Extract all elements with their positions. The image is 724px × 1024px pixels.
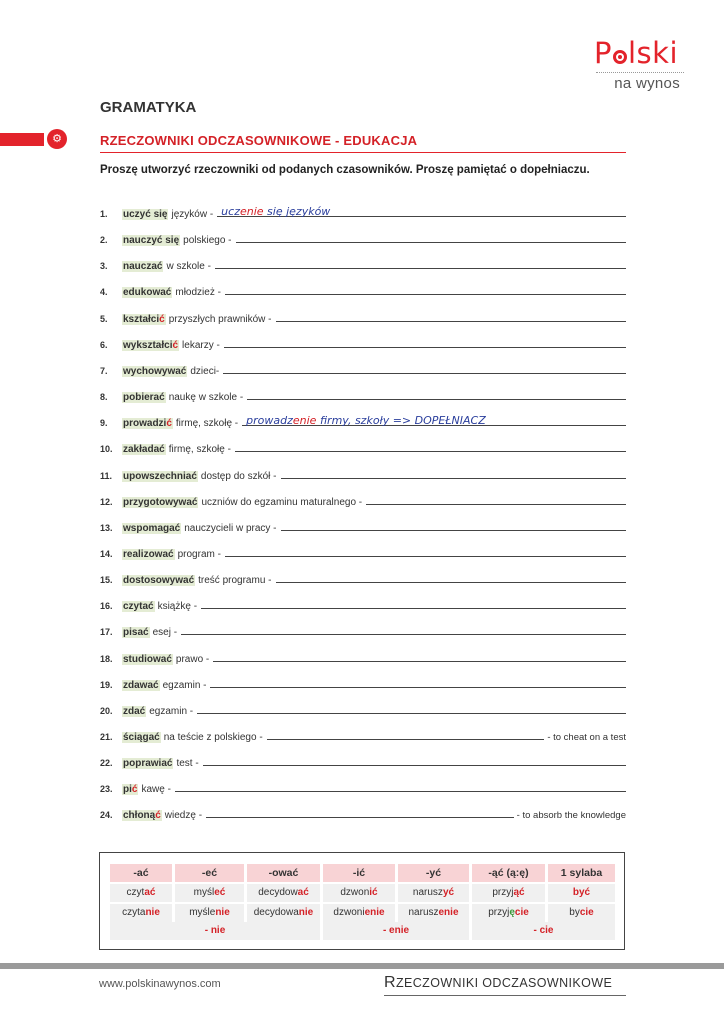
- exercise-verb: pisać: [123, 627, 149, 639]
- exercise-verb: zdawać: [123, 679, 159, 691]
- table-noun-part: myśle: [189, 907, 216, 918]
- exercise-context: prawo -: [175, 653, 210, 665]
- exercise-verb-ending: ć: [159, 313, 165, 325]
- exercise-verb: przygotowywać: [123, 496, 198, 508]
- table-verb-part: być: [572, 887, 591, 898]
- exercise-verb: zdać: [123, 705, 146, 717]
- exercise-context: firmę, szkołę -: [175, 418, 239, 430]
- table-noun-part: cie: [514, 907, 529, 918]
- exercise-verb: uczyć się: [123, 209, 168, 220]
- exercise-context: uczniów do egzaminu maturalnego -: [201, 496, 363, 508]
- section-title: RZECZOWNIKI ODCZASOWNIKOWE - EDUKACJA: [100, 133, 418, 148]
- logo-word: [594, 38, 686, 68]
- table-noun-part: ę: [509, 907, 515, 918]
- exercise-context: młodzież -: [175, 287, 221, 299]
- logo: [594, 38, 686, 92]
- logo-letters: lski: [628, 36, 679, 70]
- english-gloss: - to absorb the knowledge: [516, 810, 626, 822]
- table-header-cell: -ać: [110, 864, 172, 882]
- exercise-verb: zakładać: [123, 444, 165, 456]
- answer-field[interactable]: [201, 594, 626, 609]
- exercise-row: [100, 437, 626, 455]
- exercise-row: [100, 699, 626, 717]
- table-verb-cell: [323, 884, 395, 902]
- table-verb-cell: [175, 884, 244, 902]
- exercise-context: lekarzy -: [182, 339, 220, 351]
- table-header-cell: -yć: [398, 864, 469, 882]
- logo-subtitle: na wynos: [614, 75, 680, 92]
- answer-field[interactable]: [210, 673, 626, 688]
- table-verb-part: ąć: [513, 887, 525, 898]
- exercise-verb-stem: pi: [123, 784, 132, 796]
- logo-letter-p: P: [594, 36, 612, 70]
- exercise-verb: dostosowywać: [123, 575, 195, 587]
- exercise-number: 3.: [100, 261, 108, 272]
- footer-title: [384, 974, 612, 992]
- exercise-verb: pobierać: [123, 392, 165, 404]
- exercise-context: wiedzę -: [164, 810, 203, 822]
- answer-field[interactable]: [267, 725, 545, 740]
- answer-field[interactable]: [203, 751, 626, 766]
- answer-field[interactable]: [215, 254, 626, 269]
- exercise-verb-stem: kształci: [123, 313, 160, 325]
- table-suffix-cell: - nie: [110, 922, 320, 940]
- table-noun-cell: [247, 904, 320, 922]
- table-suffix-cell: - cie: [472, 922, 615, 940]
- exercise-number: 4.: [100, 287, 108, 298]
- answer-field[interactable]: [181, 620, 626, 635]
- exercise-verb: edukować: [123, 287, 172, 299]
- footer-url[interactable]: www.polskinawynos.com: [99, 978, 221, 990]
- answer-field[interactable]: [225, 542, 626, 557]
- exercise-row: [100, 411, 626, 429]
- exercise-row: [100, 673, 626, 691]
- exercise-number: 18.: [100, 653, 113, 664]
- exercise-verb-ending: ć: [166, 418, 172, 430]
- exercise-number: 15.: [100, 575, 113, 586]
- table-verb-part: narusz: [412, 887, 443, 898]
- exercise-number: 5.: [100, 313, 108, 324]
- exercise-number: 10.: [100, 444, 113, 455]
- exercise-row: [100, 385, 626, 403]
- exercise-number: 8.: [100, 392, 108, 403]
- exercise-verb: czytać: [123, 601, 154, 613]
- exercise-number: 13.: [100, 522, 113, 533]
- table-verb-part: ać: [144, 887, 156, 898]
- answer-field[interactable]: [242, 411, 626, 426]
- exercise-verb: nauczać: [123, 261, 163, 273]
- table-verb-cell: [247, 884, 320, 902]
- exercise-number: 2.: [100, 235, 108, 246]
- table-header-cell: -ić: [323, 864, 395, 882]
- exercise-row: [100, 647, 626, 665]
- exercise-verb: [122, 340, 179, 351]
- table-verb-part: myśl: [193, 887, 215, 898]
- page-heading: GRAMATYKA: [100, 99, 197, 116]
- table-verb-part: ić: [369, 887, 378, 898]
- answer-field[interactable]: [224, 333, 626, 348]
- answer-field[interactable]: [247, 385, 626, 400]
- exercise-verb: ściągać: [123, 732, 160, 743]
- table-noun-part: przyj: [488, 907, 510, 918]
- exercise-number: 11.: [100, 470, 113, 481]
- exercise-number: 6.: [100, 339, 108, 350]
- table-verb-part: przyj: [492, 887, 514, 898]
- table-noun-part: nie: [298, 907, 314, 918]
- answer-field[interactable]: [217, 202, 626, 217]
- section-marker-bar: [0, 133, 44, 146]
- exercise-verb: poprawiać: [123, 758, 173, 770]
- handwritten-answer-part: ucz: [221, 205, 240, 218]
- exercise-context: test -: [176, 758, 199, 770]
- exercise-number: 7.: [100, 365, 108, 376]
- exercise-context: naukę w szkole -: [168, 392, 244, 404]
- table-verb-part: yć: [442, 887, 455, 898]
- handwritten-answer-part: firmy, szkoły => DOPEŁNIACZ: [316, 414, 486, 428]
- exercise-context: egzamin -: [162, 679, 207, 691]
- exercise-context: na teście z polskiego -: [163, 732, 263, 743]
- exercise-row: [100, 542, 626, 560]
- table-noun-part: nie: [145, 907, 160, 918]
- table-noun-part: czyta: [122, 907, 146, 918]
- exercise-context: kawę -: [141, 784, 171, 796]
- answer-field[interactable]: [223, 359, 626, 374]
- answer-field[interactable]: [235, 437, 626, 452]
- table-noun-part: enie: [438, 907, 459, 918]
- exercise-verb: realizować: [123, 548, 174, 560]
- exercise-context: program -: [177, 548, 221, 560]
- exercise-row: [100, 751, 626, 769]
- exercise-number: 14.: [100, 548, 113, 559]
- table-verb-part: dzwon: [340, 887, 370, 898]
- exercise-verb: studiować: [123, 653, 172, 665]
- exercise-verb-stem: chłoną: [123, 810, 156, 822]
- handwritten-answer: [221, 205, 330, 218]
- exercise-verb: [122, 810, 162, 821]
- table-header-cell: 1 sylaba: [548, 864, 615, 882]
- exercise-row: [100, 490, 626, 508]
- exercise-verb: nauczyć się: [123, 235, 180, 247]
- table-noun-cell: [175, 904, 244, 922]
- answer-field[interactable]: [276, 568, 627, 583]
- table-verb-part: czyt: [126, 887, 145, 898]
- exercise-context: dostęp do szkół -: [200, 470, 277, 482]
- table-verb-part: ać: [297, 887, 309, 898]
- table-verb-cell: [398, 884, 469, 902]
- instruction-text: Proszę utworzyć rzeczowniki od podanych czasowników. Proszę pamiętać o dopełniaczu.: [100, 164, 590, 176]
- exercise-row: [100, 307, 626, 325]
- footer-title-underline: [384, 995, 626, 996]
- answer-field[interactable]: [366, 490, 626, 505]
- exercise-number: 21.: [100, 732, 113, 742]
- exercise-verb: upowszechniać: [123, 470, 197, 482]
- footer-bar: [0, 963, 724, 969]
- exercise-verb: wspomagać: [123, 522, 181, 534]
- exercise-row: [100, 228, 626, 246]
- exercise-row: [100, 464, 626, 482]
- exercise-context: w szkole -: [166, 261, 211, 273]
- footer-title-initial: R: [384, 974, 396, 991]
- exercise-row: [100, 280, 626, 298]
- handwritten-answer-part: się języków: [263, 205, 331, 218]
- table-noun-cell: [110, 904, 172, 922]
- table-noun-cell: [472, 904, 545, 922]
- handwritten-answer: [246, 414, 486, 427]
- table-verb-part: decydow: [258, 887, 298, 898]
- exercise-verb-stem: wykształci: [123, 339, 173, 351]
- exercise-number: 12.: [100, 496, 113, 507]
- gears-icon: ⚙: [47, 129, 67, 149]
- exercise-context: egzamin -: [149, 705, 194, 717]
- exercise-context: języków -: [171, 209, 214, 220]
- exercise-context: firmę, szkołę -: [168, 444, 231, 456]
- exercise-context: książkę -: [157, 601, 198, 613]
- table-verb-cell: [110, 884, 172, 902]
- handwritten-answer-part: prowadz: [246, 414, 293, 428]
- table-noun-part: decydowa: [253, 907, 299, 918]
- exercise-number: 19.: [100, 679, 113, 690]
- table-noun-part: by: [569, 907, 580, 918]
- exercise-row: [100, 568, 626, 586]
- exercise-verb-ending: ć: [155, 810, 161, 822]
- exercise-row: [100, 725, 626, 743]
- table-noun-part: dzwoni: [333, 907, 365, 918]
- exercise-context: treść programu -: [198, 575, 272, 587]
- exercise-number: 20.: [100, 705, 113, 716]
- handwritten-answer-part: enie: [292, 414, 317, 428]
- logo-divider: [596, 72, 684, 73]
- handwritten-answer-part: enie: [239, 205, 264, 218]
- english-gloss: - to cheat on a test: [547, 732, 626, 743]
- logo-o-icon: [613, 50, 627, 64]
- exercise-number: 24.: [100, 810, 113, 821]
- exercise-row: [100, 359, 626, 377]
- answer-field[interactable]: [213, 647, 626, 662]
- answer-field[interactable]: [225, 280, 626, 295]
- exercise-number: 1.: [100, 209, 108, 219]
- table-noun-part: enie: [364, 907, 385, 918]
- exercise-row: [100, 594, 626, 612]
- table-noun-cell: [548, 904, 615, 922]
- exercise-number: 17.: [100, 627, 113, 638]
- exercise-context: dzieci-: [190, 365, 220, 377]
- table-header-cell: -ąć (ą:ę): [472, 864, 545, 882]
- exercise-verb: [122, 418, 173, 429]
- exercise-context: nauczycieli w pracy -: [184, 522, 277, 534]
- table-noun-part: narusz: [408, 907, 439, 918]
- answer-field[interactable]: [197, 699, 626, 714]
- exercise-row: [100, 202, 626, 220]
- answer-field[interactable]: [175, 777, 626, 792]
- exercise-context: esej -: [152, 627, 178, 639]
- table-noun-part: cie: [579, 907, 594, 918]
- exercise-number: 9.: [100, 418, 108, 429]
- exercise-verb-ending: ć: [172, 339, 179, 351]
- table-noun-part: nie: [215, 907, 230, 918]
- exercise-number: 16.: [100, 601, 113, 612]
- exercise-row: [100, 254, 626, 272]
- table-header-cell: -eć: [175, 864, 244, 882]
- exercise-verb: [122, 784, 138, 795]
- table-verb-cell: [548, 884, 615, 902]
- table-header-cell: -ować: [247, 864, 320, 882]
- table-suffix-cell: - enie: [323, 922, 469, 940]
- exercise-context: przyszłych prawników -: [168, 313, 272, 325]
- answer-field[interactable]: [206, 803, 514, 818]
- answer-field[interactable]: [281, 464, 626, 479]
- table-verb-cell: [472, 884, 545, 902]
- exercise-context: polskiego -: [183, 235, 232, 247]
- table-verb-part: eć: [214, 887, 226, 898]
- exercise-verb-ending: ć: [131, 784, 138, 796]
- exercise-row: [100, 516, 626, 534]
- exercise-row: [100, 803, 626, 821]
- footer-title-rest: ZECZOWNIKI ODCZASOWNIKOWE: [395, 976, 613, 990]
- answer-field[interactable]: [236, 228, 626, 243]
- exercise-verb-stem: prowadzi: [123, 418, 167, 430]
- table-noun-cell: [398, 904, 469, 922]
- exercise-row: [100, 777, 626, 795]
- exercise-number: 22.: [100, 758, 113, 769]
- exercise-verb: [122, 314, 166, 325]
- section-underline: [100, 152, 626, 153]
- exercise-number: 23.: [100, 784, 113, 795]
- exercise-row: [100, 620, 626, 638]
- answer-field[interactable]: [281, 516, 626, 531]
- exercise-row: [100, 333, 626, 351]
- exercise-verb: wychowywać: [123, 365, 187, 377]
- table-noun-cell: [323, 904, 395, 922]
- answer-field[interactable]: [276, 307, 626, 322]
